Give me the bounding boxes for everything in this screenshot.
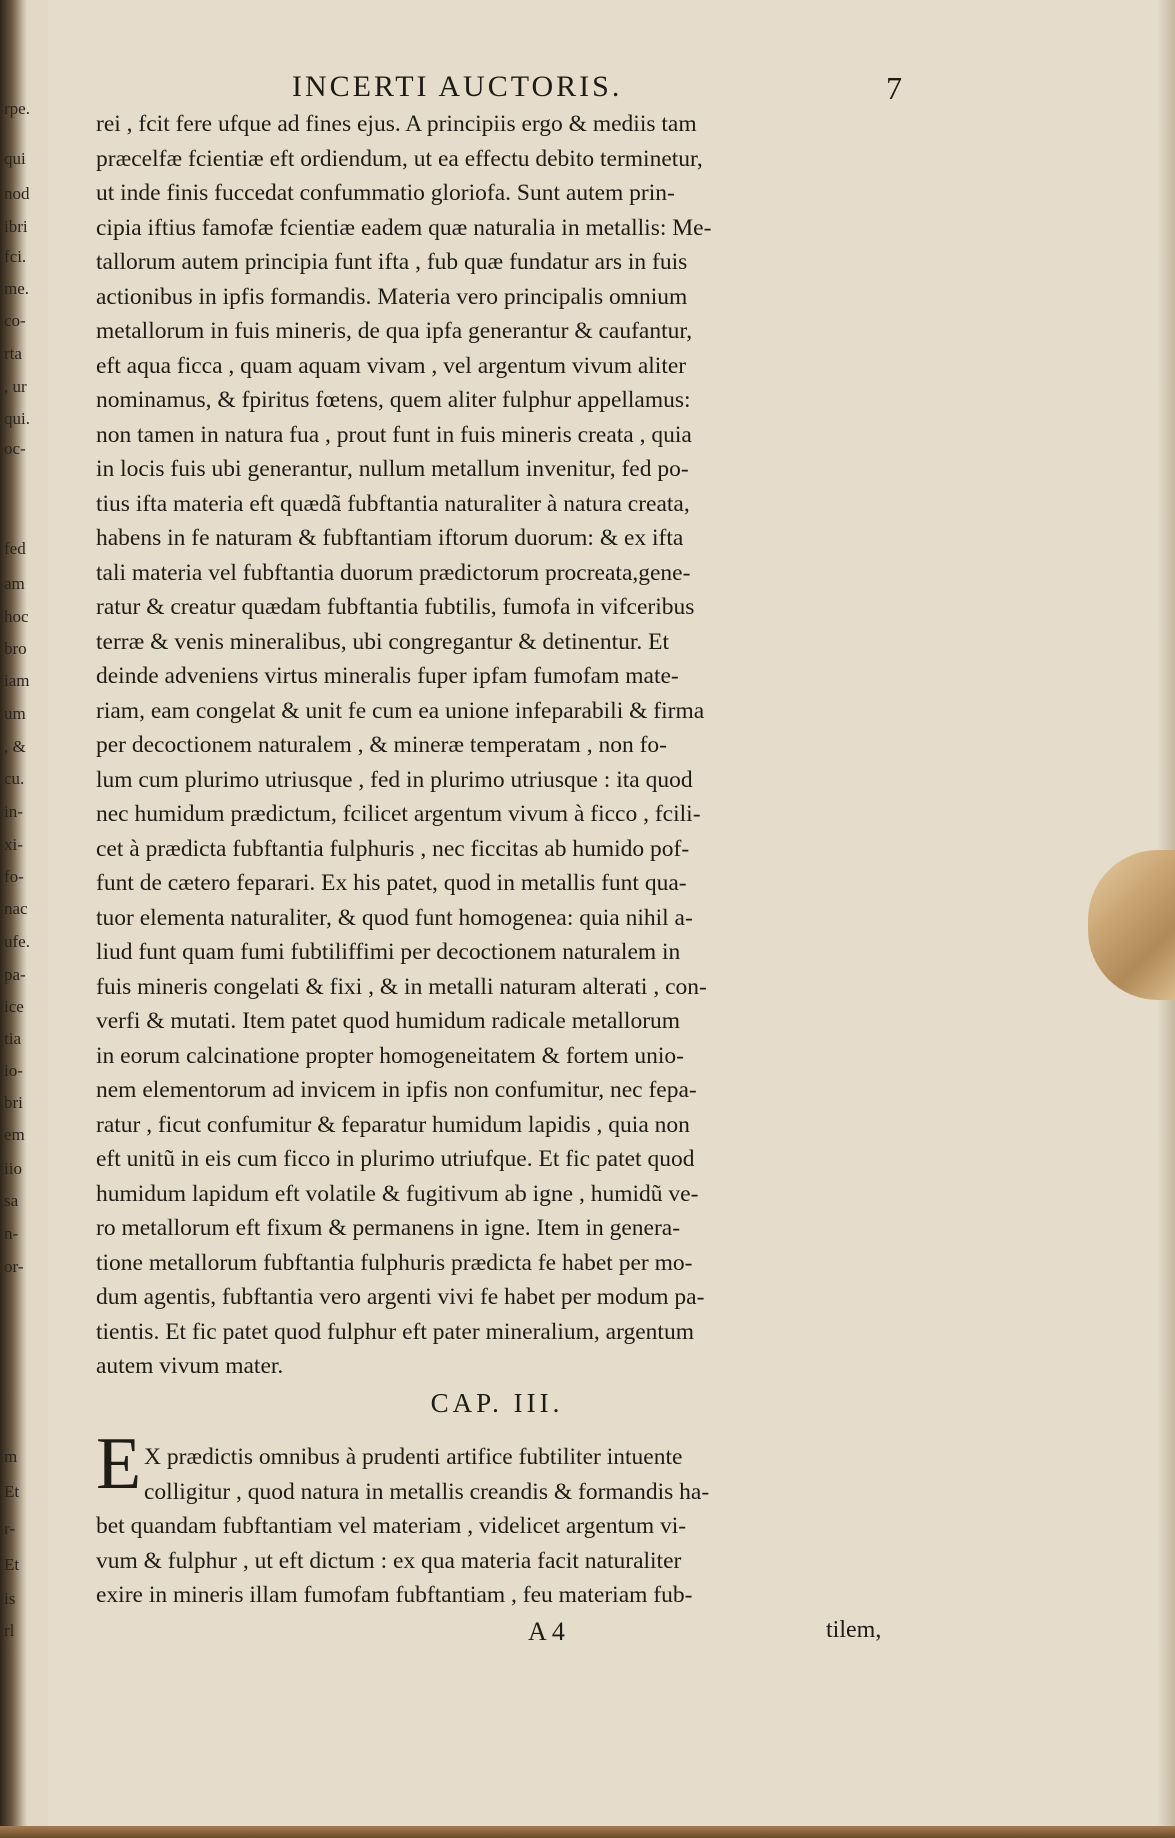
text-line: funt de cætero feparari. Ex his patet, quod in metallis funt qua- [96, 870, 687, 896]
text-line: tius ifta materia eft quædã fubftantia naturaliter à natura creata, [96, 490, 690, 517]
chapter-text-line: bet quandam fubftantiam vel materiam , videlicet argentum vi- [96, 1513, 687, 1539]
text-line: per decoctionem naturalem , & mineræ temperatam , non fo- [96, 732, 667, 758]
text-line: cet à prædicta fubftantia fulphuris , nec ficcitas ab humido pof- [96, 835, 690, 862]
margin-fragment: qui [4, 149, 26, 168]
text-line: tallorum autem principia funt ifta , fub quæ fundatur ars in fuis [96, 249, 688, 275]
margin-fragment: fo- [4, 867, 24, 886]
chapter-text-block [96, 1440, 898, 1613]
text-line: tali materia vel fubftantia duorum prædictorum procreata,gene- [96, 559, 691, 586]
text-line: in locis fuis ubi generantur, nullum metallum invenitur, fed po- [96, 456, 689, 482]
text-line: ut inde finis fuccedat confummatio gloriofa. Sunt autem prin- [96, 180, 675, 206]
margin-fragment: nod [4, 184, 30, 203]
text-line: deinde adveniens virtus mineralis fuper ipfam fumofam mate- [96, 663, 679, 689]
margin-fragment: em [4, 1125, 25, 1144]
margin-fragment: io- [4, 1061, 23, 1080]
margin-fragment: n- [4, 1224, 19, 1243]
chapter-text-line: exire in mineris illam fumofam fubftantiam , feu materiam fub- [96, 1582, 693, 1608]
text-line: nominamus, & fpiritus fœtens, quem aliter fulphur appellamus: [96, 387, 691, 413]
margin-fragment: r- [4, 1519, 15, 1538]
margin-fragment: iam [4, 671, 30, 690]
text-line: ro metallorum eft fixum & permanens in igne. Item in genera- [96, 1215, 681, 1241]
margin-fragment: fci. [4, 247, 27, 266]
text-line: eft unitũ in eis cum ficco in plurimo utriufque. Et fic patet quod [96, 1146, 695, 1172]
text-line: eft aqua ficca , quam aquam vivam , vel argentum vivum aliter [96, 352, 687, 379]
page-number: 7 [886, 70, 904, 106]
margin-fragment: hoc [4, 607, 29, 626]
text-line: metallorum in fuis mineris, de qua ipfa generantur & caufantur, [96, 318, 693, 344]
chapter-text-line: colligitur , quod natura in metallis creandis & formandis ha- [144, 1478, 710, 1505]
margin-fragment: , & [4, 737, 26, 756]
text-line: non tamen in natura fua , prout funt in fuis mineris creata , quia [96, 421, 692, 448]
catchword: tilem, [826, 1617, 882, 1643]
text-line: terræ & venis mineralibus, ubi congregantur & detinentur. Et [96, 628, 670, 655]
margin-fragment: ibri [4, 217, 28, 236]
margin-fragment: iio [4, 1159, 22, 1178]
margin-fragment: bri [4, 1093, 23, 1112]
text-line: dum agentis, fubftantia vero argenti vivi fe habet per modum pa- [96, 1284, 705, 1310]
margin-fragment: or- [4, 1257, 24, 1276]
margin-fragment: am [4, 574, 25, 593]
margin-fragment: rta [4, 344, 22, 363]
margin-fragment: um [4, 704, 26, 723]
margin-fragment: rl [4, 1621, 15, 1640]
text-line: rei , fcit fere ufque ad fines ejus. A principiis ergo & mediis tam [96, 111, 697, 137]
text-line: tientis. Et fic patet quod fulphur eft pater mineralium, argentum [96, 1318, 694, 1345]
text-line: ratur & creatur quædam fubftantia fubtilis, fumofa in vifceribus [96, 594, 695, 620]
margin-fragment: xi- [4, 835, 23, 854]
text-line: præcelfæ fcientiæ eft ordiendum, ut ea effectu debito terminetur, [96, 145, 703, 172]
margin-fragment: pa- [4, 965, 26, 984]
margin-fragment: cu. [4, 769, 25, 788]
margin-fragment: ufe. [4, 932, 30, 951]
text-line: humidum lapidum eft volatile & fugitivum ab igne , humidũ ve- [96, 1180, 699, 1207]
text-line: nem elementorum ad invicem in ipfis non confumitur, nec fepa- [96, 1077, 697, 1103]
margin-fragment: in- [4, 802, 23, 821]
text-line: in eorum calcinatione propter homogeneitatem & fortem unio- [96, 1042, 684, 1069]
running-title: INCERTI AUCTORIS. [292, 70, 623, 103]
margin-fragment: co- [4, 311, 26, 330]
text-line: actionibus in ipfis formandis. Materia vero principalis omnium [96, 283, 688, 310]
page-bottom-edge [0, 1826, 1175, 1838]
margin-fragment: Et [4, 1482, 20, 1501]
chapter-dropcap: E [96, 1423, 142, 1505]
main-text-block [96, 107, 898, 1384]
chapter-heading: CAP. III. [430, 1388, 564, 1418]
margin-fragment: oc- [4, 439, 26, 458]
chapter-text-line: X prædictis omnibus à prudenti artifice fubtiliter intuente [144, 1444, 683, 1470]
margin-fragment: m [4, 1447, 18, 1466]
margin-fragment: Et [4, 1555, 20, 1574]
margin-fragment: rpe. [4, 99, 30, 118]
margin-fragment: fed [4, 539, 26, 558]
text-line: habens in fe naturam & fubftantiam iftorum duorum: & ex ifta [96, 525, 684, 551]
text-line: lum cum plurimo utriusque , fed in plurimo utriusque : ita quod [96, 766, 693, 793]
margin-fragment: is [4, 1589, 16, 1608]
margin-fragment: tia [4, 1029, 21, 1048]
margin-fragment: bro [4, 639, 27, 658]
margin-fragment: nac [4, 899, 28, 918]
text-line: riam, eam congelat & unit fe cum ea unione infeparabili & firma [96, 697, 705, 724]
text-line: ratur , ficut confumitur & feparatur humidum lapidis , quia non [96, 1111, 690, 1138]
chapter-text-line: vum & fulphur , ut eft dictum : ex qua materia facit naturaliter [96, 1547, 682, 1574]
margin-fragment: , ur [4, 377, 27, 396]
margin-fragment: me. [4, 279, 30, 298]
margin-fragment: qui. [4, 409, 30, 428]
margin-fragment: sa [4, 1191, 19, 1210]
text-line: verfi & mutati. Item patet quod humidum radicale metallorum [96, 1008, 681, 1034]
text-line: fuis mineris congelati & fixi , & in metalli naturam alterati , con- [96, 973, 707, 1000]
margin-fragment: ice [4, 997, 24, 1016]
text-line: liud funt quam fumi fubtiliffimi per decoctionem naturalem in [96, 939, 681, 965]
text-line: nec humidum prædictum, fcilicet argentum vivum à ficco , fcili- [96, 801, 701, 827]
signature-mark: A 4 [528, 1617, 565, 1646]
text-line: autem vivum mater. [96, 1353, 284, 1379]
text-line: cipia iftius famofæ fcientiæ eadem quæ naturalia in metallis: Me- [96, 214, 712, 241]
text-line: tuor elementa naturaliter, & quod funt homogenea: quia nihil a- [96, 904, 693, 931]
running-header [292, 70, 908, 110]
text-line: tione metallorum fubftantia fulphuris prædicta fe habet per mo- [96, 1249, 693, 1276]
